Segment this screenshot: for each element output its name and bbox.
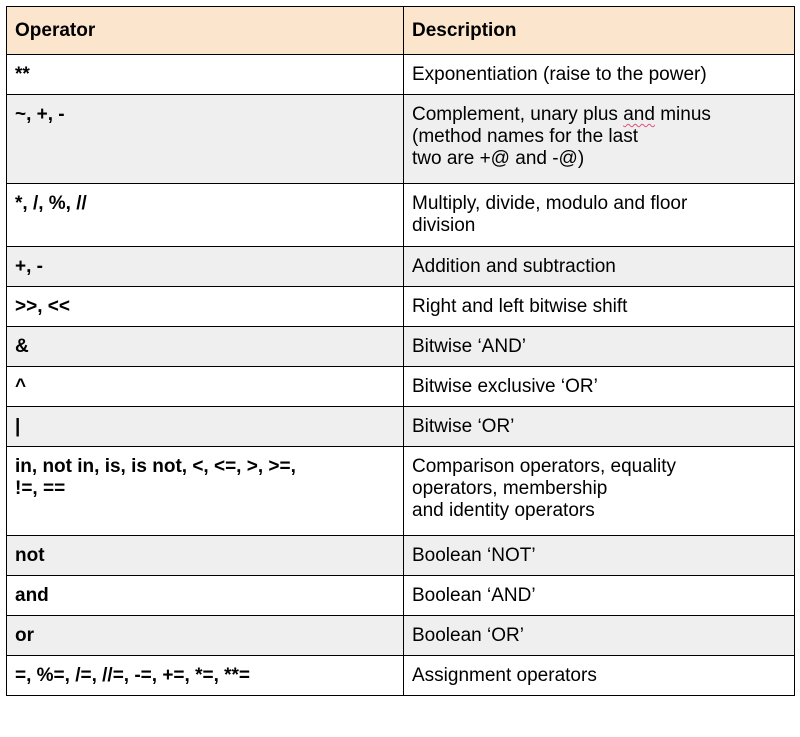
description-text-part: Complement, unary plus	[412, 104, 624, 125]
table-row	[7, 656, 795, 696]
table-row	[7, 616, 795, 656]
operator-text: =, %=, /=, //=, -=, +=, *=, **=	[15, 665, 251, 686]
description-text: and identity operators	[412, 500, 595, 521]
table-row	[7, 536, 795, 576]
operator-cell	[7, 616, 404, 656]
description-text: Bitwise ‘AND’	[412, 336, 527, 357]
table-row	[7, 327, 795, 367]
operator-cell	[7, 95, 404, 184]
operator-cell	[7, 447, 404, 536]
description-cell	[404, 447, 795, 536]
header-row	[7, 7, 795, 55]
table-row	[7, 247, 795, 287]
operator-text: +, -	[15, 256, 43, 277]
description-cell	[404, 55, 795, 95]
description-cell	[404, 616, 795, 656]
description-text: (method names for the last	[412, 126, 638, 147]
description-cell	[404, 247, 795, 287]
operator-text: ^	[15, 376, 27, 397]
table-row	[7, 447, 795, 536]
description-text: Bitwise exclusive ‘OR’	[412, 376, 598, 397]
description-text: Multiply, divide, modulo and floor	[412, 193, 688, 214]
operator-cell	[7, 536, 404, 576]
operator-text: !=, ==	[15, 478, 66, 499]
description-cell	[404, 95, 795, 184]
table-row	[7, 367, 795, 407]
operator-text: *, /, %, //	[15, 193, 87, 214]
description-text: operators, membership	[412, 478, 608, 499]
operator-text: or	[15, 625, 34, 646]
operator-cell	[7, 55, 404, 95]
description-cell	[404, 656, 795, 696]
description-cell	[404, 576, 795, 616]
operator-precedence-table	[6, 6, 795, 696]
table-row	[7, 184, 795, 247]
description-text: Comparison operators, equality	[412, 456, 677, 477]
table-row	[7, 576, 795, 616]
description-text-part: minus	[654, 104, 711, 125]
operator-text: **	[15, 64, 30, 85]
description-text: Addition and subtraction	[412, 256, 616, 277]
description-cell	[404, 407, 795, 447]
table-row	[7, 95, 795, 184]
description-cell	[404, 287, 795, 327]
operator-column-header: Operator	[7, 7, 404, 55]
description-text: two are +@ and -@)	[412, 148, 585, 169]
description-text: Boolean ‘NOT’	[412, 545, 536, 566]
description-text	[412, 104, 786, 126]
operator-cell	[7, 367, 404, 407]
description-text: Boolean ‘OR’	[412, 625, 524, 646]
table-row	[7, 287, 795, 327]
description-text: Right and left bitwise shift	[412, 296, 628, 317]
description-cell	[404, 184, 795, 247]
description-cell	[404, 327, 795, 367]
operator-text: |	[15, 416, 21, 437]
operator-text: ~, +, -	[15, 104, 65, 125]
table-row	[7, 407, 795, 447]
operator-text: not	[15, 545, 45, 566]
operator-text: &	[15, 336, 29, 357]
operator-cell	[7, 576, 404, 616]
operator-cell	[7, 247, 404, 287]
description-text: Boolean ‘AND’	[412, 585, 536, 606]
operator-text: and	[15, 585, 49, 606]
operator-cell	[7, 184, 404, 247]
operator-text: in, not in, is, is not, <, <=, >, >=,	[15, 456, 296, 477]
operator-cell	[7, 327, 404, 367]
description-text: Bitwise ‘OR’	[412, 416, 515, 437]
description-cell	[404, 536, 795, 576]
operator-text: >>, <<	[15, 296, 70, 317]
description-text: Assignment operators	[412, 665, 597, 686]
description-column-header: Description	[404, 7, 795, 55]
spellcheck-flagged-word[interactable]: and	[623, 104, 655, 125]
operator-cell	[7, 656, 404, 696]
description-cell	[404, 367, 795, 407]
description-text: division	[412, 215, 476, 236]
operator-cell	[7, 407, 404, 447]
table-row	[7, 55, 795, 95]
description-text: Exponentiation (raise to the power)	[412, 64, 707, 85]
operator-cell	[7, 287, 404, 327]
